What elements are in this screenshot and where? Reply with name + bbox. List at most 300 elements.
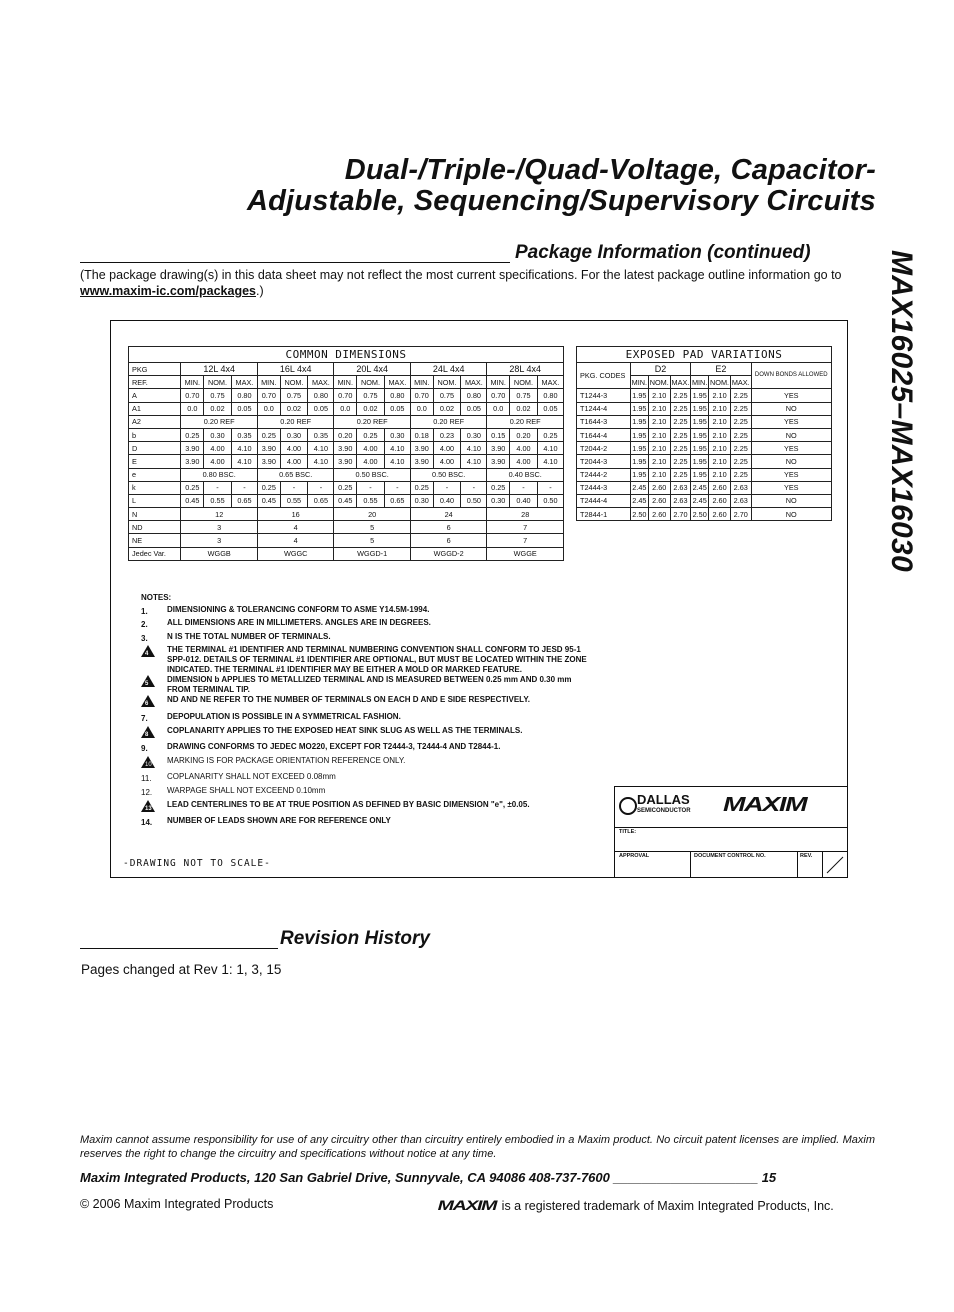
note-text: COPLANARITY APPLIES TO THE EXPOSED HEAT SINK SLUG AS WELL AS THE TERMINALS. bbox=[167, 725, 523, 735]
value-cell: 2.45 bbox=[630, 494, 648, 507]
table-row bbox=[577, 508, 832, 521]
value-cell: 0.40 bbox=[510, 494, 538, 507]
doc-control-cell bbox=[691, 851, 798, 877]
value-cell: 0.80 bbox=[308, 389, 334, 402]
pad-group-header: E2 bbox=[691, 363, 751, 376]
value-cell: 2.25 bbox=[670, 468, 691, 481]
value-cell: 0.50 bbox=[461, 494, 487, 507]
value-cell: WGGB bbox=[181, 547, 257, 560]
value-cell: 3.90 bbox=[334, 455, 357, 468]
pad-group-header: D2 bbox=[630, 363, 690, 376]
value-cell: 0.25 bbox=[181, 481, 204, 494]
value-cell: 0.05 bbox=[308, 402, 334, 415]
maxim-logo: MAXIM bbox=[723, 794, 807, 816]
value-cell: 0.40 BSC. bbox=[487, 468, 564, 481]
value-cell: 1.95 bbox=[691, 402, 709, 415]
ref-cell: b bbox=[129, 428, 181, 441]
value-cell: 0.30 bbox=[204, 428, 232, 441]
value-cell: 2.10 bbox=[709, 442, 731, 455]
subcol-header: MAX. bbox=[384, 376, 410, 389]
value-cell: 4.10 bbox=[461, 442, 487, 455]
document-title bbox=[247, 155, 876, 217]
note-text: MARKING IS FOR PACKAGE ORIENTATION REFERENCE ONLY. bbox=[167, 755, 406, 765]
note-item bbox=[141, 786, 587, 800]
value-cell: 0.0 bbox=[410, 402, 433, 415]
logo-row bbox=[615, 787, 847, 828]
side-part-number: MAX16025–MAX16030 bbox=[885, 250, 918, 572]
pkg-code-cell: T2044-3 bbox=[577, 455, 631, 468]
value-cell: 0.35 bbox=[231, 428, 257, 441]
value-cell: 0.20 REF bbox=[334, 415, 410, 428]
value-cell: 4.10 bbox=[537, 455, 563, 468]
package-info-heading: Package Information (continued) bbox=[515, 242, 811, 263]
note-item bbox=[141, 645, 587, 675]
value-cell: 0.25 bbox=[410, 481, 433, 494]
value-cell: YES bbox=[751, 415, 831, 428]
value-cell: 4.10 bbox=[384, 455, 410, 468]
package-note: (The package drawing(s) in this data sheet may not reflect the most current specifications. For the latest package outline information go to www.maxim-ic.com/packages.) bbox=[80, 268, 842, 298]
note-text: THE TERMINAL #1 IDENTIFIER AND TERMINAL NUMBERING CONVENTION SHALL CONFORM TO JESD 95-1 SPP-012. DETAILS OF TERMINAL #1 IDENTIFIER ARE OPTIONAL, BUT MUST BE LOCATED WITHIN THE ZONE INDICATED. THE TERMINAL #1 IDENTIFIER MAY BE EITHER A MOLD OR MARKED FEATURE. bbox=[167, 645, 587, 675]
value-cell: NO bbox=[751, 508, 831, 521]
note-number: 12. bbox=[141, 787, 153, 797]
value-cell: 4.10 bbox=[231, 442, 257, 455]
value-cell: 2.60 bbox=[648, 481, 670, 494]
subcol-header: MAX. bbox=[231, 376, 257, 389]
value-cell: 0.80 bbox=[537, 389, 563, 402]
value-cell: 4.10 bbox=[308, 442, 334, 455]
value-cell: 2.10 bbox=[648, 428, 670, 441]
value-cell: 1.95 bbox=[691, 428, 709, 441]
value-cell: 7 bbox=[487, 521, 564, 534]
value-cell: 0.25 bbox=[181, 428, 204, 441]
package-header: 12L 4x4 bbox=[181, 363, 257, 376]
value-cell: WGGD-1 bbox=[334, 547, 410, 560]
value-cell: 5 bbox=[334, 521, 410, 534]
package-header: 28L 4x4 bbox=[487, 363, 564, 376]
subcol-header: MIN. bbox=[334, 376, 357, 389]
value-cell: 4.00 bbox=[357, 455, 385, 468]
value-cell: 2.10 bbox=[648, 389, 670, 402]
value-cell: 0.20 bbox=[334, 428, 357, 441]
value-cell: 0.50 bbox=[537, 494, 563, 507]
drawing-notes bbox=[141, 591, 587, 830]
value-cell: 3 bbox=[181, 534, 257, 547]
note-item bbox=[141, 742, 587, 756]
note-text: DIMENSION b APPLIES TO METALLIZED TERMINAL AND IS MEASURED BETWEEN 0.25 mm AND 0.30 mm FROM TERMINAL TIP. bbox=[167, 675, 572, 695]
dallas-name: DALLAS bbox=[637, 792, 690, 807]
value-cell: 0.30 bbox=[384, 428, 410, 441]
scale-note: -DRAWING NOT TO SCALE- bbox=[123, 858, 271, 869]
package-header: 16L 4x4 bbox=[257, 363, 333, 376]
value-cell: 0.70 bbox=[257, 389, 280, 402]
note-number: 7. bbox=[141, 713, 148, 723]
pkg-label: PKG bbox=[129, 363, 181, 376]
table-row bbox=[129, 547, 564, 560]
value-cell: 4.10 bbox=[384, 442, 410, 455]
value-cell: 2.10 bbox=[648, 442, 670, 455]
value-cell: 0.15 bbox=[487, 428, 510, 441]
company-address: Maxim Integrated Products, 120 San Gabriel Drive, Sunnyvale, CA 94086 408-737-7600 ____________________ 15 bbox=[80, 1170, 777, 1185]
ref-cell: e bbox=[129, 468, 181, 481]
note-item bbox=[141, 726, 587, 743]
value-cell: 0.23 bbox=[433, 428, 461, 441]
value-cell: 3.90 bbox=[334, 442, 357, 455]
value-cell: 2.10 bbox=[648, 455, 670, 468]
value-cell: 2.45 bbox=[630, 481, 648, 494]
value-cell: 0.02 bbox=[357, 402, 385, 415]
note-number: 9. bbox=[141, 744, 148, 754]
value-cell: 0.30 bbox=[280, 428, 308, 441]
value-cell: 0.05 bbox=[384, 402, 410, 415]
section-rule bbox=[80, 262, 510, 263]
table-row bbox=[129, 415, 564, 428]
value-cell: 3 bbox=[181, 521, 257, 534]
value-cell: 4.00 bbox=[510, 442, 538, 455]
value-cell: 2.63 bbox=[730, 481, 751, 494]
pkg-code-cell: T2444-2 bbox=[577, 468, 631, 481]
value-cell: - bbox=[280, 481, 308, 494]
revision-rule bbox=[80, 948, 278, 949]
subcol-header: MIN. bbox=[410, 376, 433, 389]
subcol-header: MAX. bbox=[730, 376, 751, 389]
value-cell: 3.90 bbox=[487, 455, 510, 468]
dallas-logo-icon bbox=[619, 797, 637, 815]
value-cell: 1.95 bbox=[691, 389, 709, 402]
subcol-header: NOM. bbox=[204, 376, 232, 389]
title-block bbox=[614, 786, 848, 878]
value-cell: 4 bbox=[257, 521, 333, 534]
table-row bbox=[129, 455, 564, 468]
value-cell: 4.10 bbox=[461, 455, 487, 468]
value-cell: 0.65 bbox=[384, 494, 410, 507]
note-item bbox=[141, 816, 587, 830]
value-cell: 0.30 bbox=[410, 494, 433, 507]
value-cell: 2.25 bbox=[730, 468, 751, 481]
value-cell: NO bbox=[751, 428, 831, 441]
value-cell: 0.25 bbox=[257, 481, 280, 494]
value-cell: 0.65 BSC. bbox=[257, 468, 333, 481]
value-cell: 4.00 bbox=[433, 455, 461, 468]
value-cell: - bbox=[461, 481, 487, 494]
note-number bbox=[141, 695, 167, 712]
value-cell: 1.95 bbox=[691, 442, 709, 455]
title-line-1: Dual-/Triple-/Quad-Voltage, Capacitor- bbox=[344, 154, 876, 186]
value-cell: - bbox=[308, 481, 334, 494]
value-cell: 1.95 bbox=[630, 442, 648, 455]
table-row bbox=[129, 494, 564, 507]
table-row bbox=[129, 534, 564, 547]
value-cell: 2.10 bbox=[709, 389, 731, 402]
pkg-code-cell: T2044-2 bbox=[577, 442, 631, 455]
value-cell: 2.10 bbox=[648, 468, 670, 481]
value-cell: 1.95 bbox=[630, 455, 648, 468]
ref-cell: k bbox=[129, 481, 181, 494]
value-cell: 2.25 bbox=[670, 389, 691, 402]
subcol-header: MAX. bbox=[461, 376, 487, 389]
value-cell: 4.10 bbox=[308, 455, 334, 468]
value-cell: 0.75 bbox=[510, 389, 538, 402]
value-cell: - bbox=[384, 481, 410, 494]
value-cell: 4.00 bbox=[280, 442, 308, 455]
subcol-header: NOM. bbox=[510, 376, 538, 389]
packages-link[interactable]: www.maxim-ic.com/packages bbox=[80, 284, 257, 298]
value-cell: 4.00 bbox=[357, 442, 385, 455]
note-text: LEAD CENTERLINES TO BE AT TRUE POSITION AS DEFINED BY BASIC DIMENSION "e", ±0.05. bbox=[167, 799, 530, 809]
ref-cell: ND bbox=[129, 521, 181, 534]
pkg-codes-label: PKG. CODES bbox=[577, 363, 631, 389]
pkg-code-cell: T2444-4 bbox=[577, 494, 631, 507]
title-line-2: Adjustable, Sequencing/Supervisory Circuits bbox=[246, 185, 876, 217]
note-item bbox=[141, 618, 587, 632]
value-cell: 0.80 bbox=[231, 389, 257, 402]
value-cell: 0.45 bbox=[334, 494, 357, 507]
value-cell: 2.60 bbox=[709, 508, 731, 521]
triangle-flag-icon: 13 bbox=[141, 800, 155, 812]
package-header: 24L 4x4 bbox=[410, 363, 486, 376]
value-cell: 0.25 bbox=[357, 428, 385, 441]
note-number bbox=[141, 675, 167, 695]
value-cell: WGGE bbox=[487, 547, 564, 560]
note-item bbox=[141, 712, 587, 726]
value-cell: 0.80 BSC. bbox=[181, 468, 257, 481]
value-cell: 0.05 bbox=[537, 402, 563, 415]
value-cell: 2.25 bbox=[730, 402, 751, 415]
value-cell: 2.45 bbox=[691, 494, 709, 507]
note-text: WARPAGE SHALL NOT EXCEEND 0.10mm bbox=[167, 785, 326, 795]
table-row bbox=[577, 428, 832, 441]
value-cell: 0.50 BSC. bbox=[410, 468, 486, 481]
value-cell: 0.70 bbox=[334, 389, 357, 402]
value-cell: 0.25 bbox=[537, 428, 563, 441]
value-cell: 0.55 bbox=[204, 494, 232, 507]
value-cell: NO bbox=[751, 402, 831, 415]
value-cell: 3.90 bbox=[257, 442, 280, 455]
value-cell: - bbox=[357, 481, 385, 494]
ref-cell: N bbox=[129, 508, 181, 521]
subcol-header: MIN. bbox=[691, 376, 709, 389]
subcol-header: MIN. bbox=[181, 376, 204, 389]
note-number bbox=[141, 726, 167, 743]
value-cell: 0.02 bbox=[204, 402, 232, 415]
triangle-flag-icon: 5 bbox=[141, 675, 155, 687]
note-item bbox=[141, 675, 587, 695]
value-cell: 0.0 bbox=[181, 402, 204, 415]
maxim-footer-logo: MAXIM bbox=[437, 1197, 497, 1213]
table-row bbox=[577, 389, 832, 402]
copyright: © 2006 Maxim Integrated Products bbox=[80, 1197, 274, 1211]
value-cell: NO bbox=[751, 455, 831, 468]
pkg-code-cell: T1244-4 bbox=[577, 402, 631, 415]
triangle-flag-icon: 4 bbox=[141, 645, 155, 657]
value-cell: 0.20 REF bbox=[410, 415, 486, 428]
value-cell: 2.63 bbox=[670, 494, 691, 507]
value-cell: 0.25 bbox=[487, 481, 510, 494]
value-cell: 0.0 bbox=[257, 402, 280, 415]
value-cell: 2.25 bbox=[730, 442, 751, 455]
subcol-header: MIN. bbox=[630, 376, 648, 389]
note-item bbox=[141, 772, 587, 786]
value-cell: - bbox=[537, 481, 563, 494]
subcol-header: NOM. bbox=[709, 376, 731, 389]
pkg-code-cell: T1644-3 bbox=[577, 415, 631, 428]
ref-label: REF. bbox=[129, 376, 181, 389]
value-cell: 0.20 REF bbox=[487, 415, 564, 428]
table-row bbox=[129, 508, 564, 521]
value-cell: 3.90 bbox=[181, 455, 204, 468]
revision-text: Pages changed at Rev 1: 1, 3, 15 bbox=[81, 962, 282, 977]
value-cell: 0.30 bbox=[487, 494, 510, 507]
value-cell: 2.63 bbox=[730, 494, 751, 507]
table-row bbox=[129, 521, 564, 534]
value-cell: WGGC bbox=[257, 547, 333, 560]
value-cell: 0.45 bbox=[257, 494, 280, 507]
note-text: ND AND NE REFER TO THE NUMBER OF TERMINALS ON EACH D AND E SIDE RESPECTIVELY. bbox=[167, 695, 530, 705]
table-row bbox=[129, 442, 564, 455]
value-cell: 2.60 bbox=[709, 494, 731, 507]
ref-cell: A2 bbox=[129, 415, 181, 428]
subcol-header: NOM. bbox=[433, 376, 461, 389]
value-cell: 4.00 bbox=[204, 442, 232, 455]
title-label: TITLE: bbox=[619, 829, 637, 835]
dallas-semiconductor: SEMICONDUCTOR bbox=[637, 808, 691, 814]
value-cell: YES bbox=[751, 389, 831, 402]
note-text: DEPOPULATION IS POSSIBLE IN A SYMMETRICAL FASHION. bbox=[167, 711, 401, 721]
exposed-pad-table bbox=[576, 346, 832, 521]
ref-cell: D bbox=[129, 442, 181, 455]
note-number bbox=[141, 645, 167, 675]
value-cell: 0.20 bbox=[510, 428, 538, 441]
note-text: DRAWING CONFORMS TO JEDEC MO220, EXCEPT FOR T2444-3, T2444-4 AND T2844-1. bbox=[167, 742, 501, 752]
value-cell: 0.0 bbox=[334, 402, 357, 415]
value-cell: 0.75 bbox=[433, 389, 461, 402]
note-number: 1. bbox=[141, 606, 148, 616]
exposed-pad-title: EXPOSED PAD VARIATIONS bbox=[577, 347, 832, 363]
value-cell: 0.70 bbox=[181, 389, 204, 402]
value-cell: 0.25 bbox=[257, 428, 280, 441]
value-cell: 0.75 bbox=[280, 389, 308, 402]
value-cell: 2.25 bbox=[730, 428, 751, 441]
value-cell: - bbox=[510, 481, 538, 494]
table-row bbox=[577, 494, 832, 507]
pkg-code-cell: T2844-1 bbox=[577, 508, 631, 521]
value-cell: 2.70 bbox=[670, 508, 691, 521]
value-cell: 4.00 bbox=[433, 442, 461, 455]
subcol-header: NOM. bbox=[280, 376, 308, 389]
value-cell: YES bbox=[751, 442, 831, 455]
value-cell: 0.20 REF bbox=[257, 415, 333, 428]
subcol-header: MIN. bbox=[487, 376, 510, 389]
triangle-flag-icon: 6 bbox=[141, 695, 155, 707]
value-cell: 3.90 bbox=[181, 442, 204, 455]
table-row bbox=[577, 402, 832, 415]
value-cell: 2.25 bbox=[670, 415, 691, 428]
note-item bbox=[141, 632, 587, 646]
table-row bbox=[577, 442, 832, 455]
value-cell: 0.50 BSC. bbox=[334, 468, 410, 481]
value-cell: 2.25 bbox=[730, 455, 751, 468]
value-cell: WGGD-2 bbox=[410, 547, 486, 560]
value-cell: 1.95 bbox=[630, 428, 648, 441]
approval-label: APPROVAL bbox=[619, 853, 650, 859]
value-cell: 4.00 bbox=[204, 455, 232, 468]
value-cell: 2.10 bbox=[709, 455, 731, 468]
value-cell: 0.02 bbox=[433, 402, 461, 415]
value-cell: - bbox=[433, 481, 461, 494]
table-row bbox=[129, 428, 564, 441]
value-cell: YES bbox=[751, 481, 831, 494]
value-cell: NO bbox=[751, 494, 831, 507]
ref-cell: NE bbox=[129, 534, 181, 547]
value-cell: 20 bbox=[334, 508, 410, 521]
value-cell: 4.00 bbox=[280, 455, 308, 468]
value-cell: 1.95 bbox=[630, 402, 648, 415]
revision-heading: Revision History bbox=[280, 928, 430, 949]
note-text: COPLANARITY SHALL NOT EXCEED 0.08mm bbox=[167, 772, 336, 782]
value-cell: 1.95 bbox=[691, 415, 709, 428]
value-cell: 0.80 bbox=[461, 389, 487, 402]
value-cell: 2.10 bbox=[709, 415, 731, 428]
value-cell: 0.55 bbox=[280, 494, 308, 507]
doc-control-label: DOCUMENT CONTROL NO. bbox=[694, 853, 766, 859]
trademark-text: is a registered trademark of Maxim Integrated Products, Inc. bbox=[501, 1199, 834, 1213]
value-cell: 0.65 bbox=[308, 494, 334, 507]
value-cell: 12 bbox=[181, 508, 257, 521]
subcol-header: MAX. bbox=[308, 376, 334, 389]
note-text: DIMENSIONING & TOLERANCING CONFORM TO ASME Y14.5M-1994. bbox=[167, 604, 430, 614]
subcol-header: NOM. bbox=[648, 376, 670, 389]
value-cell: 4.10 bbox=[537, 442, 563, 455]
value-cell: 1.95 bbox=[630, 389, 648, 402]
table-row bbox=[129, 468, 564, 481]
value-cell: 3.90 bbox=[487, 442, 510, 455]
note-number bbox=[141, 800, 167, 817]
value-cell: 3.90 bbox=[410, 455, 433, 468]
value-cell: 0.70 bbox=[410, 389, 433, 402]
value-cell: 0.18 bbox=[410, 428, 433, 441]
ref-cell: A1 bbox=[129, 402, 181, 415]
value-cell: 2.63 bbox=[670, 481, 691, 494]
note-item bbox=[141, 695, 587, 712]
value-cell: 0.20 REF bbox=[181, 415, 257, 428]
slash-mark bbox=[825, 855, 845, 875]
subcol-header: MAX. bbox=[537, 376, 563, 389]
disclaimer: Maxim cannot assume responsibility for use of any circuitry other than circuitry entirely embodied in a Maxim product. No circuit patent licenses are implied. Maxim reserves the right to change the circuitry and specifications without notice at any time. bbox=[80, 1134, 875, 1160]
value-cell: 24 bbox=[410, 508, 486, 521]
value-cell: 1.95 bbox=[691, 468, 709, 481]
value-cell: 1.95 bbox=[691, 455, 709, 468]
value-cell: 0.40 bbox=[433, 494, 461, 507]
value-cell: 2.25 bbox=[670, 428, 691, 441]
ref-cell: L bbox=[129, 494, 181, 507]
note-number: 2. bbox=[141, 620, 148, 630]
value-cell: 1.95 bbox=[630, 468, 648, 481]
rev-cell bbox=[798, 851, 823, 877]
value-cell: 4.10 bbox=[231, 455, 257, 468]
value-cell: 2.10 bbox=[709, 428, 731, 441]
value-cell: 1.95 bbox=[630, 415, 648, 428]
value-cell: 4 bbox=[257, 534, 333, 547]
ref-cell: E bbox=[129, 455, 181, 468]
value-cell: 2.10 bbox=[648, 415, 670, 428]
value-cell: 0.45 bbox=[181, 494, 204, 507]
note-item bbox=[141, 800, 587, 817]
triangle-flag-icon: 10 bbox=[141, 756, 155, 768]
note-number bbox=[141, 756, 167, 773]
note-text: N IS THE TOTAL NUMBER OF TERMINALS. bbox=[167, 631, 331, 641]
pkg-code-cell: T1644-4 bbox=[577, 428, 631, 441]
ref-cell: Jedec Var. bbox=[129, 547, 181, 560]
value-cell: 0.80 bbox=[384, 389, 410, 402]
